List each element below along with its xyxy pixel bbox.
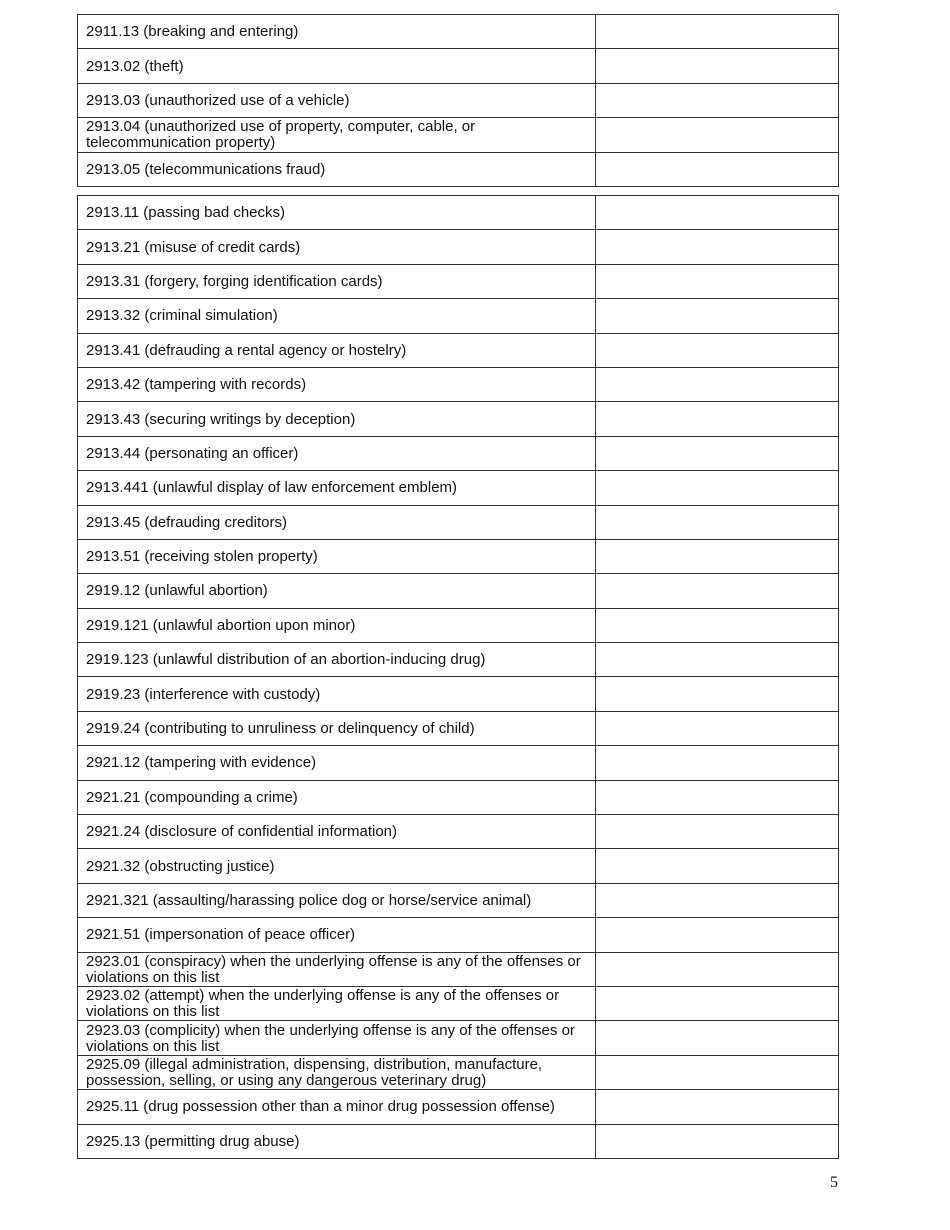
offense-cell: 2913.02 (theft) [78,49,596,83]
table-row [78,918,839,952]
blank-cell[interactable] [596,436,839,470]
blank-cell[interactable] [596,677,839,711]
offense-cell: 2913.44 (personating an officer) [78,436,596,470]
table-row [78,677,839,711]
offense-cell: 2921.24 (disclosure of confidential information) [78,815,596,849]
offense-cell: 2919.121 (unlawful abortion upon minor) [78,608,596,642]
table-row [78,83,839,117]
table-row [78,299,839,333]
table-row [78,608,839,642]
table-row [78,883,839,917]
blank-cell[interactable] [596,264,839,298]
blank-cell[interactable] [596,780,839,814]
offense-cell: 2913.45 (defrauding creditors) [78,505,596,539]
offense-cell: 2923.01 (conspiracy) when the underlying offense is any of the offenses or violations on this list [78,952,596,986]
offense-cell: 2913.31 (forgery, forging identification cards) [78,264,596,298]
offense-cell: 2913.32 (criminal simulation) [78,299,596,333]
blank-cell[interactable] [596,643,839,677]
offense-table-top [77,14,839,187]
offense-cell: 2913.03 (unauthorized use of a vehicle) [78,83,596,117]
table-row [78,333,839,367]
blank-cell[interactable] [596,118,839,152]
table-row [78,471,839,505]
blank-cell[interactable] [596,711,839,745]
offense-cell: 2913.441 (unlawful display of law enforcement emblem) [78,471,596,505]
offense-cell: 2921.321 (assaulting/harassing police dog or horse/service animal) [78,883,596,917]
blank-cell[interactable] [596,471,839,505]
offense-cell: 2923.03 (complicity) when the underlying offense is any of the offenses or violations on this list [78,1021,596,1055]
offense-cell: 2913.21 (misuse of credit cards) [78,230,596,264]
offense-cell: 2921.51 (impersonation of peace officer) [78,918,596,952]
blank-cell[interactable] [596,1021,839,1055]
table-row [78,402,839,436]
table-row [78,152,839,186]
offense-cell: 2925.09 (illegal administration, dispensing, distribution, manufacture, possession, selling, or using any dangerous veterinary drug) [78,1055,596,1089]
offense-cell: 2919.12 (unlawful abortion) [78,574,596,608]
offense-cell: 2913.11 (passing bad checks) [78,196,596,230]
blank-cell[interactable] [596,918,839,952]
table-row [78,574,839,608]
blank-cell[interactable] [596,1090,839,1124]
table-row [78,1124,839,1158]
table-row [78,367,839,401]
offense-cell: 2913.05 (telecommunications fraud) [78,152,596,186]
offense-cell: 2919.123 (unlawful distribution of an abortion-inducing drug) [78,643,596,677]
blank-cell[interactable] [596,986,839,1020]
table-row [78,849,839,883]
blank-cell[interactable] [596,608,839,642]
offense-cell: 2913.42 (tampering with records) [78,367,596,401]
table-row [78,539,839,573]
blank-cell[interactable] [596,815,839,849]
blank-cell[interactable] [596,196,839,230]
offense-cell: 2921.21 (compounding a crime) [78,780,596,814]
table-row [78,815,839,849]
blank-cell[interactable] [596,952,839,986]
offense-table-bottom [77,195,839,1159]
blank-cell[interactable] [596,15,839,49]
offense-cell: 2911.13 (breaking and entering) [78,15,596,49]
table-row [78,1090,839,1124]
table-row [78,230,839,264]
blank-cell[interactable] [596,367,839,401]
blank-cell[interactable] [596,1124,839,1158]
table-row [78,952,839,986]
offense-cell: 2923.02 (attempt) when the underlying offense is any of the offenses or violations on this list [78,986,596,1020]
offense-cell: 2913.43 (securing writings by deception) [78,402,596,436]
table-row [78,118,839,152]
blank-cell[interactable] [596,883,839,917]
blank-cell[interactable] [596,746,839,780]
blank-cell[interactable] [596,152,839,186]
offense-cell: 2919.24 (contributing to unruliness or delinquency of child) [78,711,596,745]
table-row [78,643,839,677]
offense-cell: 2913.51 (receiving stolen property) [78,539,596,573]
blank-cell[interactable] [596,83,839,117]
offense-cell: 2913.04 (unauthorized use of property, computer, cable, or telecommunication property) [78,118,596,152]
table-row [78,505,839,539]
blank-cell[interactable] [596,299,839,333]
offense-cell: 2921.12 (tampering with evidence) [78,746,596,780]
page-number: 5 [830,1174,838,1191]
offense-cell: 2913.41 (defrauding a rental agency or hostelry) [78,333,596,367]
offense-cell: 2921.32 (obstructing justice) [78,849,596,883]
offense-cell: 2919.23 (interference with custody) [78,677,596,711]
blank-cell[interactable] [596,1055,839,1089]
table-row [78,436,839,470]
blank-cell[interactable] [596,402,839,436]
table-row [78,1055,839,1089]
table-row [78,780,839,814]
offense-cell: 2925.11 (drug possession other than a minor drug possession offense) [78,1090,596,1124]
table-row [78,711,839,745]
blank-cell[interactable] [596,849,839,883]
blank-cell[interactable] [596,539,839,573]
table-row [78,264,839,298]
blank-cell[interactable] [596,230,839,264]
table-row [78,196,839,230]
offense-cell: 2925.13 (permitting drug abuse) [78,1124,596,1158]
blank-cell[interactable] [596,333,839,367]
blank-cell[interactable] [596,505,839,539]
blank-cell[interactable] [596,49,839,83]
table-row [78,986,839,1020]
blank-cell[interactable] [596,574,839,608]
table-row [78,1021,839,1055]
table-row [78,746,839,780]
table-row [78,49,839,83]
table-row [78,15,839,49]
